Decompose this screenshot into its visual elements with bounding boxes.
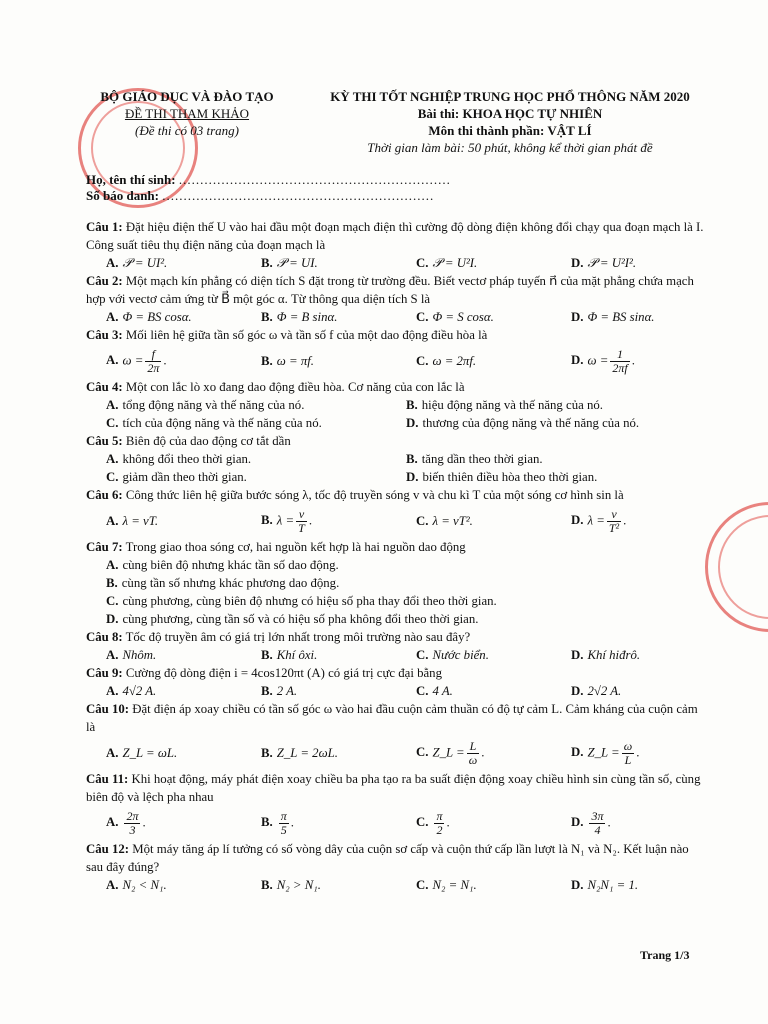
option-letter: A. bbox=[106, 746, 119, 760]
option-letter: A. bbox=[106, 352, 119, 367]
answer-options bbox=[86, 806, 706, 840]
fraction-denominator: 2πf bbox=[612, 360, 628, 375]
option-prefix: ω = bbox=[587, 352, 609, 367]
answer-option-b[interactable] bbox=[241, 352, 396, 370]
option-letter: D. bbox=[571, 352, 584, 367]
fraction-denominator: 4 bbox=[594, 822, 601, 837]
answer-option-b[interactable] bbox=[241, 810, 396, 837]
option-letter: C. bbox=[106, 416, 119, 430]
option-letter: A. bbox=[106, 878, 119, 892]
option-suffix: . bbox=[308, 512, 313, 527]
answer-option-c[interactable] bbox=[396, 308, 551, 326]
fraction bbox=[589, 810, 605, 837]
fraction bbox=[622, 740, 634, 767]
question-text: Mối liên hệ giữa tần số góc ω và tần số f của một dao động điều hòa là bbox=[122, 328, 488, 342]
option-letter: D. bbox=[571, 648, 584, 662]
fraction-denominator: 2 bbox=[436, 822, 443, 837]
option-text: biến thiên điều hòa theo thời gian. bbox=[422, 470, 598, 484]
candidate-id-label: Số báo danh: bbox=[86, 188, 159, 203]
option-letter: A. bbox=[106, 256, 119, 270]
answer-options bbox=[86, 254, 706, 272]
option-letter: B. bbox=[261, 878, 273, 892]
question-7 bbox=[86, 538, 706, 628]
header-left bbox=[82, 88, 292, 139]
answer-option-b[interactable] bbox=[106, 574, 339, 592]
option-letter: B. bbox=[406, 398, 418, 412]
answer-option-d[interactable] bbox=[551, 508, 706, 535]
answer-option-c[interactable] bbox=[396, 810, 551, 837]
question-12 bbox=[86, 840, 706, 894]
answer-option-d[interactable] bbox=[106, 610, 478, 628]
fraction bbox=[434, 810, 444, 837]
page-number: Trang 1/3 bbox=[640, 948, 690, 962]
fraction-denominator: 5 bbox=[280, 822, 287, 837]
option-letter: B. bbox=[261, 310, 273, 324]
option-suffix: . bbox=[142, 814, 146, 829]
question-stem bbox=[86, 486, 706, 504]
option-letter: A. bbox=[106, 648, 119, 662]
option-letter: B. bbox=[106, 576, 118, 590]
option-text: cùng biên độ nhưng khác tần số dao động. bbox=[122, 558, 339, 572]
ministry-name: BỘ GIÁO DỤC VÀ ĐÀO TẠO bbox=[100, 89, 274, 104]
answer-option-c[interactable] bbox=[106, 414, 406, 432]
answer-option-c[interactable] bbox=[106, 468, 406, 486]
option-text: N₂ = N₁. bbox=[432, 878, 477, 892]
option-prefix: ω = bbox=[122, 352, 144, 367]
fraction bbox=[124, 810, 140, 837]
option-suffix: . bbox=[636, 744, 640, 759]
answer-option-a[interactable] bbox=[86, 744, 241, 762]
answer-option-a[interactable] bbox=[106, 396, 406, 414]
option-letter: A. bbox=[106, 310, 119, 324]
option-text: không đổi theo thời gian. bbox=[122, 452, 252, 466]
question-stem bbox=[86, 218, 706, 254]
option-text: hiệu động năng và thế năng của nó. bbox=[421, 398, 603, 412]
question-6 bbox=[86, 486, 706, 538]
question-stem bbox=[86, 326, 706, 344]
option-prefix: Z_L = bbox=[432, 744, 465, 759]
fraction-numerator: π bbox=[280, 808, 287, 823]
answer-options bbox=[86, 556, 706, 628]
answer-option-d[interactable] bbox=[551, 876, 706, 894]
option-letter: C. bbox=[416, 310, 429, 324]
option-letter: B. bbox=[261, 746, 273, 760]
option-suffix: . bbox=[607, 814, 611, 829]
page-count-note: (Đề thi có 03 trang) bbox=[135, 123, 239, 138]
answer-option-c[interactable] bbox=[106, 592, 497, 610]
option-letter: D. bbox=[571, 310, 584, 324]
answer-option-a[interactable] bbox=[86, 682, 241, 700]
answer-option-b[interactable] bbox=[241, 254, 396, 272]
answer-options bbox=[86, 646, 706, 664]
question-11 bbox=[86, 770, 706, 840]
answer-option-a[interactable] bbox=[86, 810, 241, 837]
option-text: 4 A. bbox=[432, 684, 453, 698]
option-text: Z_L = ωL. bbox=[122, 746, 178, 760]
option-suffix: . bbox=[623, 512, 627, 527]
option-letter: A. bbox=[106, 684, 119, 698]
option-text: tổng động năng và thế năng của nó. bbox=[122, 398, 305, 412]
question-text: Khi hoạt động, máy phát điện xoay chiều ba pha tạo ra ba suất điện động xoay chiều hình sin cùng tần số, cùng biên độ và lệch pha nhau bbox=[86, 772, 701, 804]
question-number: Câu 2: bbox=[86, 274, 123, 288]
option-text: Φ = BS cosα. bbox=[122, 310, 192, 324]
question-number: Câu 1: bbox=[86, 220, 123, 234]
question-2 bbox=[86, 272, 706, 326]
answer-option-a[interactable] bbox=[86, 876, 241, 894]
fraction bbox=[279, 810, 289, 837]
option-text: λ = vT. bbox=[122, 514, 159, 528]
question-text: Tốc độ truyền âm có giá trị lớn nhất trong môi trường nào sau đây? bbox=[122, 630, 471, 644]
answer-option-a[interactable] bbox=[86, 254, 241, 272]
answer-option-b[interactable] bbox=[406, 450, 706, 468]
answer-option-b[interactable] bbox=[241, 744, 396, 762]
option-letter: D. bbox=[406, 470, 419, 484]
option-prefix: λ = bbox=[276, 512, 295, 527]
answer-option-b[interactable] bbox=[241, 876, 396, 894]
answer-option-b[interactable] bbox=[241, 308, 396, 326]
question-text: Đặt điện áp xoay chiều có tần số góc ω vào hai đầu cuộn cảm thuần có độ tự cảm L. Cảm kháng của cuộn cảm là bbox=[86, 702, 698, 734]
option-letter: D. bbox=[571, 512, 584, 527]
question-stem bbox=[86, 664, 706, 682]
candidate-id-blank: ................................................................ bbox=[162, 188, 435, 203]
option-text: 2√2 A. bbox=[587, 684, 622, 698]
candidate-name-label: Họ, tên thí sinh: bbox=[86, 172, 176, 187]
option-text: N₂N₁ = 1. bbox=[587, 878, 639, 892]
option-letter: A. bbox=[106, 452, 119, 466]
question-number: Câu 4: bbox=[86, 380, 123, 394]
exam-title: KỲ THI TỐT NGHIỆP TRUNG HỌC PHỔ THÔNG NĂM 2020 bbox=[330, 89, 690, 104]
answer-option-c[interactable] bbox=[396, 682, 551, 700]
question-text: Đặt hiệu điện thế U vào hai đầu một đoạn mạch điện thì cường độ dòng điện không đổi chạy qua đoạn mạch là I. Công suất tiêu thụ điện năng của đoạn mạch là bbox=[86, 220, 704, 252]
candidate-name-blank: ................................................................ bbox=[178, 172, 451, 187]
option-letter: B. bbox=[261, 354, 273, 368]
option-letter: B. bbox=[406, 452, 418, 466]
question-stem bbox=[86, 700, 706, 736]
option-text: Khí ôxi. bbox=[276, 648, 318, 662]
question-number: Câu 6: bbox=[86, 488, 123, 502]
option-text: 2 A. bbox=[276, 684, 298, 698]
answer-option-d[interactable] bbox=[406, 468, 706, 486]
option-letter: D. bbox=[571, 814, 584, 829]
fraction-denominator: 2π bbox=[147, 360, 160, 375]
fraction bbox=[467, 740, 479, 767]
answer-option-c[interactable] bbox=[396, 254, 551, 272]
fraction bbox=[610, 348, 629, 375]
option-letter: D. bbox=[106, 612, 119, 626]
option-suffix: . bbox=[446, 814, 450, 829]
answer-option-b[interactable] bbox=[406, 396, 706, 414]
option-text: 𝒫 = UI². bbox=[122, 256, 168, 270]
option-letter: D. bbox=[571, 878, 584, 892]
question-number: Câu 10: bbox=[86, 702, 130, 716]
answer-options bbox=[86, 504, 706, 538]
answer-option-b[interactable] bbox=[241, 508, 396, 535]
option-text: ω = πf. bbox=[276, 354, 314, 368]
answer-option-d[interactable] bbox=[551, 810, 706, 837]
question-number: Câu 8: bbox=[86, 630, 123, 644]
option-letter: C. bbox=[416, 684, 429, 698]
option-letter: C. bbox=[106, 594, 119, 608]
time-note: Thời gian làm bài: 50 phút, không kể thời gian phát đề bbox=[367, 140, 653, 155]
option-prefix: λ = bbox=[587, 512, 605, 527]
option-letter: C. bbox=[106, 470, 119, 484]
option-letter: D. bbox=[571, 744, 584, 759]
question-text: Trong giao thoa sóng cơ, hai nguồn kết hợp là hai nguồn dao động bbox=[122, 540, 466, 554]
answer-option-a[interactable] bbox=[86, 646, 241, 664]
fraction-denominator: ω bbox=[468, 752, 478, 767]
question-stem bbox=[86, 272, 706, 308]
question-9 bbox=[86, 664, 706, 700]
answer-option-d[interactable] bbox=[551, 308, 706, 326]
fraction-denominator: 3 bbox=[129, 822, 136, 837]
fraction bbox=[145, 348, 161, 375]
option-text: Z_L = 2ωL. bbox=[276, 746, 338, 760]
question-stem bbox=[86, 628, 706, 646]
question-number: Câu 9: bbox=[86, 666, 123, 680]
option-text: N₂ < N₁. bbox=[122, 878, 167, 892]
option-text: 𝒫 = U²I. bbox=[432, 256, 478, 270]
option-prefix: Z_L = bbox=[587, 744, 620, 759]
option-letter: D. bbox=[406, 416, 419, 430]
answer-option-c[interactable] bbox=[396, 876, 551, 894]
question-list bbox=[86, 218, 706, 894]
option-letter: C. bbox=[416, 514, 429, 528]
option-text: cùng tần số nhưng khác phương dao động. bbox=[121, 576, 340, 590]
question-3 bbox=[86, 326, 706, 378]
option-suffix: . bbox=[290, 814, 294, 829]
question-text: Một con lắc lò xo đang dao động điều hòa. Cơ năng của con lắc là bbox=[122, 380, 465, 394]
option-text: cùng phương, cùng biên độ nhưng có hiệu số pha thay đổi theo thời gian. bbox=[122, 594, 497, 608]
fraction-numerator: ω bbox=[623, 738, 633, 753]
question-stem bbox=[86, 378, 706, 396]
exam-type: ĐỀ THI THAM KHẢO bbox=[124, 106, 250, 121]
fraction-numerator: 2π bbox=[126, 808, 139, 823]
question-stem bbox=[86, 840, 706, 876]
fraction-numerator: v bbox=[296, 508, 307, 522]
option-letter: C. bbox=[416, 744, 429, 759]
answer-options bbox=[86, 876, 706, 894]
answer-option-d[interactable] bbox=[551, 348, 706, 375]
question-text: Một mạch kín phẳng có diện tích S đặt trong từ trường đều. Biết vectơ pháp tuyến n⃗ của mặt phẳng chứa mạch hợp với vectơ cảm ứng từ B⃗ một góc α. Từ thông qua diện tích S là bbox=[86, 274, 694, 306]
option-letter: C. bbox=[416, 878, 429, 892]
fraction-numerator: L bbox=[467, 740, 479, 754]
fraction-denominator: T bbox=[298, 520, 305, 535]
answer-option-a[interactable] bbox=[86, 512, 241, 530]
option-suffix: . bbox=[631, 352, 635, 367]
option-letter: B. bbox=[261, 814, 273, 829]
fraction-numerator: f bbox=[145, 348, 161, 362]
candidate-info bbox=[86, 172, 451, 204]
question-number: Câu 12: bbox=[86, 842, 130, 856]
option-letter: A. bbox=[106, 398, 119, 412]
option-suffix: . bbox=[163, 352, 167, 367]
fraction bbox=[296, 508, 307, 535]
question-stem bbox=[86, 432, 706, 450]
option-text: 𝒫 = U²I². bbox=[587, 256, 637, 270]
option-letter: D. bbox=[571, 256, 584, 270]
option-text: Nhôm. bbox=[122, 648, 157, 662]
option-text: tăng dần theo thời gian. bbox=[421, 452, 543, 466]
option-letter: C. bbox=[416, 354, 429, 368]
question-text: Biên độ của dao động cơ tắt dần bbox=[122, 434, 291, 448]
official-seal-stamp-right bbox=[705, 502, 768, 632]
fraction-numerator: π bbox=[436, 808, 443, 823]
question-1 bbox=[86, 218, 706, 272]
question-number: Câu 11: bbox=[86, 772, 129, 786]
question-4 bbox=[86, 378, 706, 432]
option-text: 𝒫 = UI. bbox=[276, 256, 318, 270]
question-number: Câu 7: bbox=[86, 540, 123, 554]
answer-options bbox=[86, 308, 706, 326]
option-letter: A. bbox=[106, 514, 119, 528]
option-text: thương của động năng và thế năng của nó. bbox=[422, 416, 640, 430]
option-letter: C. bbox=[416, 648, 429, 662]
question-stem bbox=[86, 770, 706, 806]
answer-option-c[interactable] bbox=[396, 512, 551, 530]
option-text: 4√2 A. bbox=[122, 684, 157, 698]
option-text: tích của động năng và thế năng của nó. bbox=[122, 416, 322, 430]
answer-option-d[interactable] bbox=[551, 682, 706, 700]
subject-name: Môn thi thành phần: VẬT LÍ bbox=[428, 123, 592, 138]
answer-options bbox=[86, 344, 706, 378]
question-5 bbox=[86, 432, 706, 486]
option-letter: D. bbox=[571, 684, 584, 698]
answer-option-b[interactable] bbox=[241, 646, 396, 664]
answer-option-a[interactable] bbox=[106, 556, 339, 574]
answer-option-d[interactable] bbox=[406, 414, 706, 432]
question-10 bbox=[86, 700, 706, 770]
option-text: giảm dần theo thời gian. bbox=[122, 470, 247, 484]
option-text: Φ = S cosα. bbox=[432, 310, 494, 324]
option-text: cùng phương, cùng tần số và có hiệu số pha không đổi theo thời gian. bbox=[122, 612, 479, 626]
option-suffix: . bbox=[481, 744, 485, 759]
question-number: Câu 3: bbox=[86, 328, 123, 342]
answer-option-c[interactable] bbox=[396, 740, 551, 767]
answer-option-a[interactable] bbox=[86, 308, 241, 326]
question-text: Công thức liên hệ giữa bước sóng λ, tốc độ truyền sóng v và chu kì T của một sóng cơ hình sin là bbox=[122, 488, 624, 502]
option-text: Khí hiđrô. bbox=[587, 648, 641, 662]
answer-options bbox=[86, 682, 706, 700]
option-letter: C. bbox=[416, 256, 429, 270]
fraction-numerator: 3π bbox=[591, 808, 604, 823]
option-text: Φ = B sinα. bbox=[276, 310, 338, 324]
option-letter: B. bbox=[261, 512, 273, 527]
question-stem bbox=[86, 538, 706, 556]
option-letter: B. bbox=[261, 648, 273, 662]
answer-option-c[interactable] bbox=[396, 352, 551, 370]
option-letter: C. bbox=[416, 814, 429, 829]
answer-options bbox=[86, 396, 706, 432]
option-letter: B. bbox=[261, 684, 273, 698]
subject-group: Bài thi: KHOA HỌC TỰ NHIÊN bbox=[417, 106, 603, 121]
question-text: Một máy tăng áp lí tưởng có số vòng dây của cuộn sơ cấp và cuộn thứ cấp lần lượt là N₁ và N₂. Kết luận nào sau đây đúng? bbox=[86, 842, 689, 874]
header-right bbox=[300, 88, 720, 156]
answer-option-a[interactable] bbox=[86, 348, 241, 375]
answer-option-d[interactable] bbox=[551, 740, 706, 767]
answer-options bbox=[86, 450, 706, 486]
answer-option-d[interactable] bbox=[551, 254, 706, 272]
answer-options bbox=[86, 736, 706, 770]
fraction-numerator: 1 bbox=[610, 348, 629, 362]
option-text: ω = 2πf. bbox=[432, 354, 477, 368]
answer-option-a[interactable] bbox=[106, 450, 406, 468]
question-text: Cường độ dòng điện i = 4cos120πt (A) có giá trị cực đại bằng bbox=[122, 666, 442, 680]
question-8 bbox=[86, 628, 706, 664]
answer-option-b[interactable] bbox=[241, 682, 396, 700]
fraction-denominator: T² bbox=[608, 520, 620, 535]
question-number: Câu 5: bbox=[86, 434, 123, 448]
option-letter: B. bbox=[261, 256, 273, 270]
option-text: Φ = BS sinα. bbox=[587, 310, 655, 324]
answer-option-c[interactable] bbox=[396, 646, 551, 664]
option-text: λ = vT². bbox=[432, 514, 473, 528]
option-text: N₂ > N₁. bbox=[276, 878, 321, 892]
option-text: Nước biển. bbox=[432, 648, 489, 662]
fraction bbox=[607, 508, 621, 535]
answer-option-d[interactable] bbox=[551, 646, 706, 664]
option-letter: A. bbox=[106, 814, 119, 829]
fraction-numerator: v bbox=[607, 508, 621, 522]
fraction-denominator: L bbox=[624, 752, 632, 767]
option-letter: A. bbox=[106, 558, 119, 572]
